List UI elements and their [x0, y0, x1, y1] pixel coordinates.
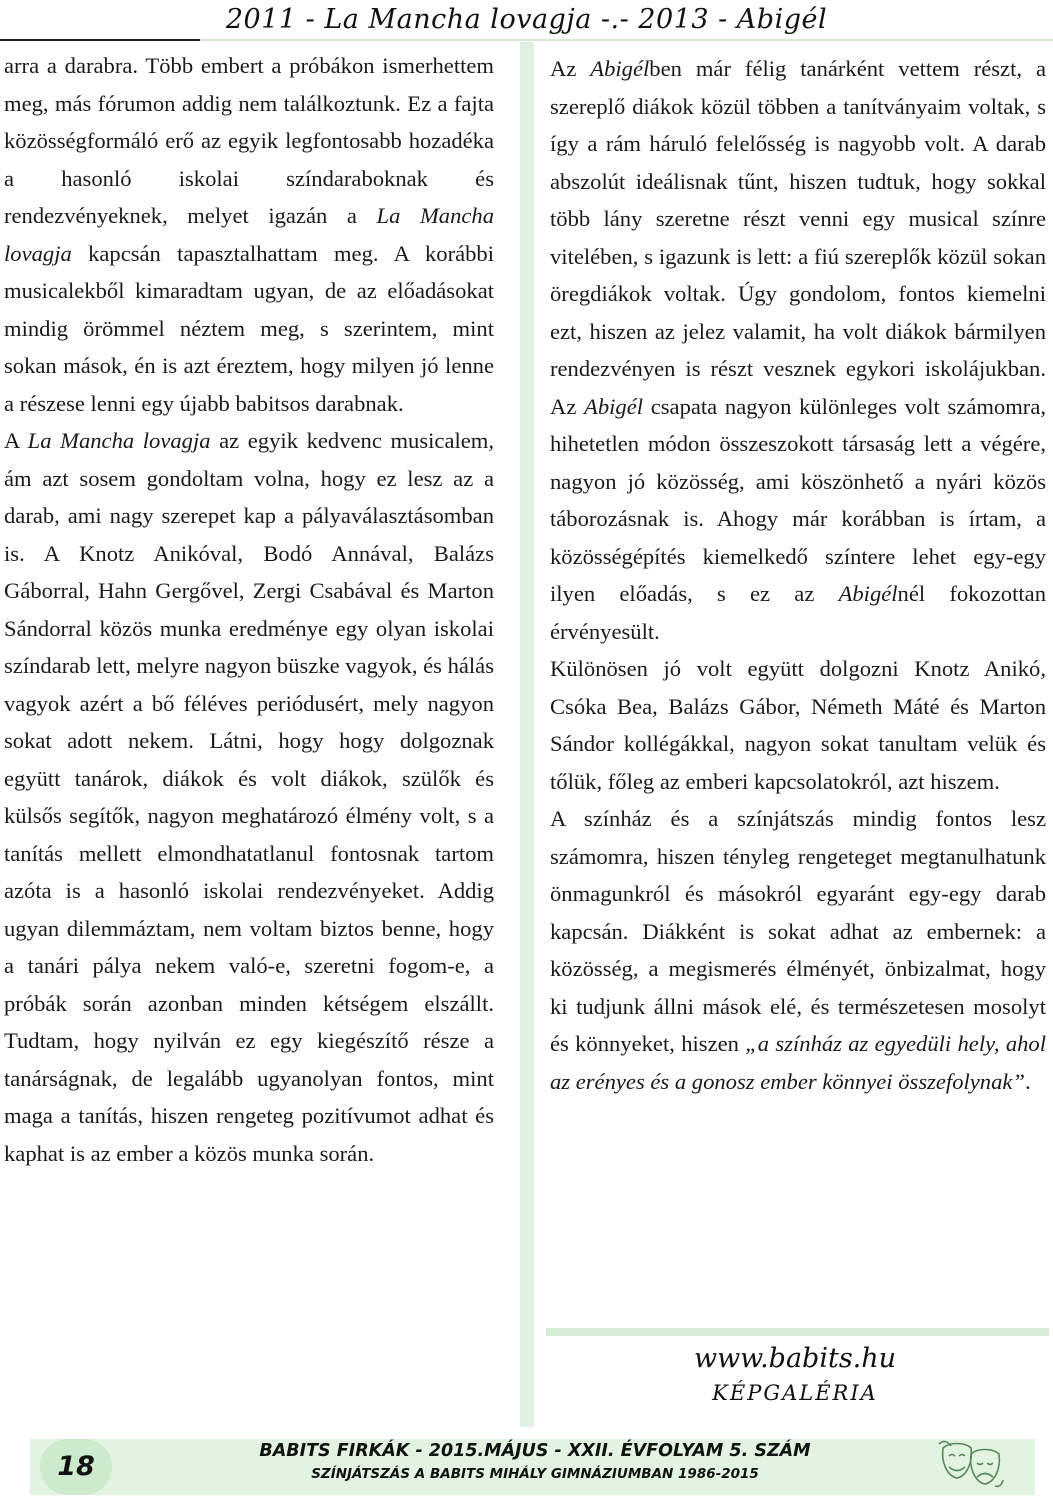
right-article-column — [550, 50, 1046, 1100]
page-number: 18 — [40, 1439, 112, 1495]
italic-title-text: Abigél — [590, 56, 650, 81]
body-text: A — [4, 428, 28, 453]
italic-title-text: La Mancha lovagja — [4, 203, 494, 266]
right-column-rule — [546, 1328, 1049, 1336]
body-text: A színház és a színjátszás mindig fontos lesz számomra, hiszen tényleg rengeteget megtanulhatunk önmagunkról és másokról egyaránt egy-egy darab kapcsán. Diákként is sokat adhat az embernek: a közösség, a megismerés élményét, önbizalmat, hogy ki tudjunk állni mások elé, és természetesen mosolyt és könnyeket, hiszen — [550, 806, 1046, 1056]
footer-subtitle-line: SZÍNJÁTSZÁS A BABITS MIHÁLY GIMNÁZIUMBAN 1986-2015 — [311, 1466, 759, 1482]
body-text: kapcsán tapasztalhattam meg. A korábbi musicalekből kimaradtam ugyan, de az előadásokat mindig örömmel néztem meg, s szerintem, mint sokan mások, én is azt éreztem, hogy milyen jó lenne a részese lenni egy újabb babitsos darabnak. — [4, 240, 494, 416]
body-text: az egyik kedvenc musicalem, ám azt sosem gondoltam volna, hogy ez lesz az a darab, ami nagy szerepet kap a pályaválasztásomban is. A Knotz Anikóval, Bodó Annával, Balázs Gáborral, Hahn Gergővel, Zergi Csabával és Marton Sándorral közös munka eredménye egy olyan iskolai színdarab lett, melyre nagyon büszke vagyok, és hálás vagyok azért a bő féléves periódusért, mely nagyon sokat adott nekem. Látni, hogy hogy dolgoznak együtt tanárok, diákok és volt diákok, szülők és külsős segítők, nagyon meghatározó élmény volt, s a tanítás mellett elmondhatatlanul fontosnak tartom azóta is a hasonló iskolai rendezvényeket. Addig ugyan dilemmáztam, nem voltam biztos benne, hogy a tanári pálya nekem való-e, szeretni fogom-e, a próbák során azonban minden kétségem elszállt. Tudtam, hogy nyilván ez egy kiegészítő része a tanárságnak, de legalább ugyanolyan fontos, mint maga a tanítás, hiszen rengeteg pozitívumot adhat és kaphat is az ember a közös munka során. — [4, 428, 495, 1166]
body-text: csapata nagyon különleges volt számomra, hihetetlen módon összeszokott társaság lett a végére, nagyon jó közösség, ami köszönhető a nyári közös táborozásnak is. Ahogy már korábban is írtam, a közösségépítés kiemelkedő színtere lehet egy-egy ilyen előadás, s ez az — [550, 393, 1047, 606]
gallery-link[interactable]: KÉPGALÉRIA — [712, 1381, 878, 1405]
body-text: . — [1025, 1068, 1031, 1094]
italic-title-text: Abigél — [838, 581, 898, 606]
column-divider — [520, 42, 534, 1427]
footer-publication-line: BABITS FIRKÁK - 2015.MÁJUS - XXII. ÉVFOLYAM 5. SZÁM — [259, 1441, 811, 1461]
page-header-title: 2011 - La Mancha lovagja -.- 2013 - Abigél — [225, 4, 828, 35]
body-text: arra a darabra. Több embert a próbákon ismerhettem meg, más fórumon addig nem találkoztunk. Ez a fajta közösségformáló erő az egyik legfontosabb hozadéka a hasonló iskolai színdaraboknak és rendezvényeknek, melyet igazán a — [4, 53, 494, 228]
body-text: Az — [550, 56, 591, 81]
italic-title-text: La Mancha lovagja — [27, 428, 211, 453]
left-article-column — [4, 47, 494, 1172]
body-text: nél fokozottan érvényesült. — [550, 581, 1046, 644]
body-text: ben már félig tanárként vettem részt, a szereplő diákok közül többen a tanítványaim voltak, s így a rám háruló felelősség is nagyobb volt. A darab abszolút ideálisnak tűnt, hiszen tudtuk, hogy sokkal több lány szeretne részt venni egy musical színre vitelében, s igazunk is lett: a fiú szereplők közül sokan öregdiákok voltak. Úgy gondolom, fontos kiemelni ezt, hiszen az jelez valamit, ha volt diákok bármilyen rendezvényen is részt vesznek egykori iskolájukban. Az — [550, 56, 1046, 419]
article-paragraph — [550, 50, 1046, 650]
article-paragraph — [4, 47, 494, 422]
italic-title-text: „a színház az egyedüli hely, ahol az erényes és a gonosz ember könnyei összefolynak” — [550, 1031, 1046, 1094]
website-link[interactable]: www.babits.hu — [693, 1343, 897, 1374]
article-paragraph — [550, 650, 1046, 800]
body-text: Különösen jó volt együtt dolgozni Knotz Anikó, Csóka Bea, Balázs Gábor, Németh Máté és Marton Sándor kollégákkal, nagyon sokat tanultam velük és tőlük, főleg az emberi kapcsolatokról, azt hiszem. — [550, 656, 1046, 794]
theatre-masks-icon — [935, 1436, 1007, 1496]
italic-title-text: Abigél — [584, 393, 644, 419]
article-paragraph — [4, 422, 494, 1172]
article-paragraph — [550, 800, 1046, 1100]
